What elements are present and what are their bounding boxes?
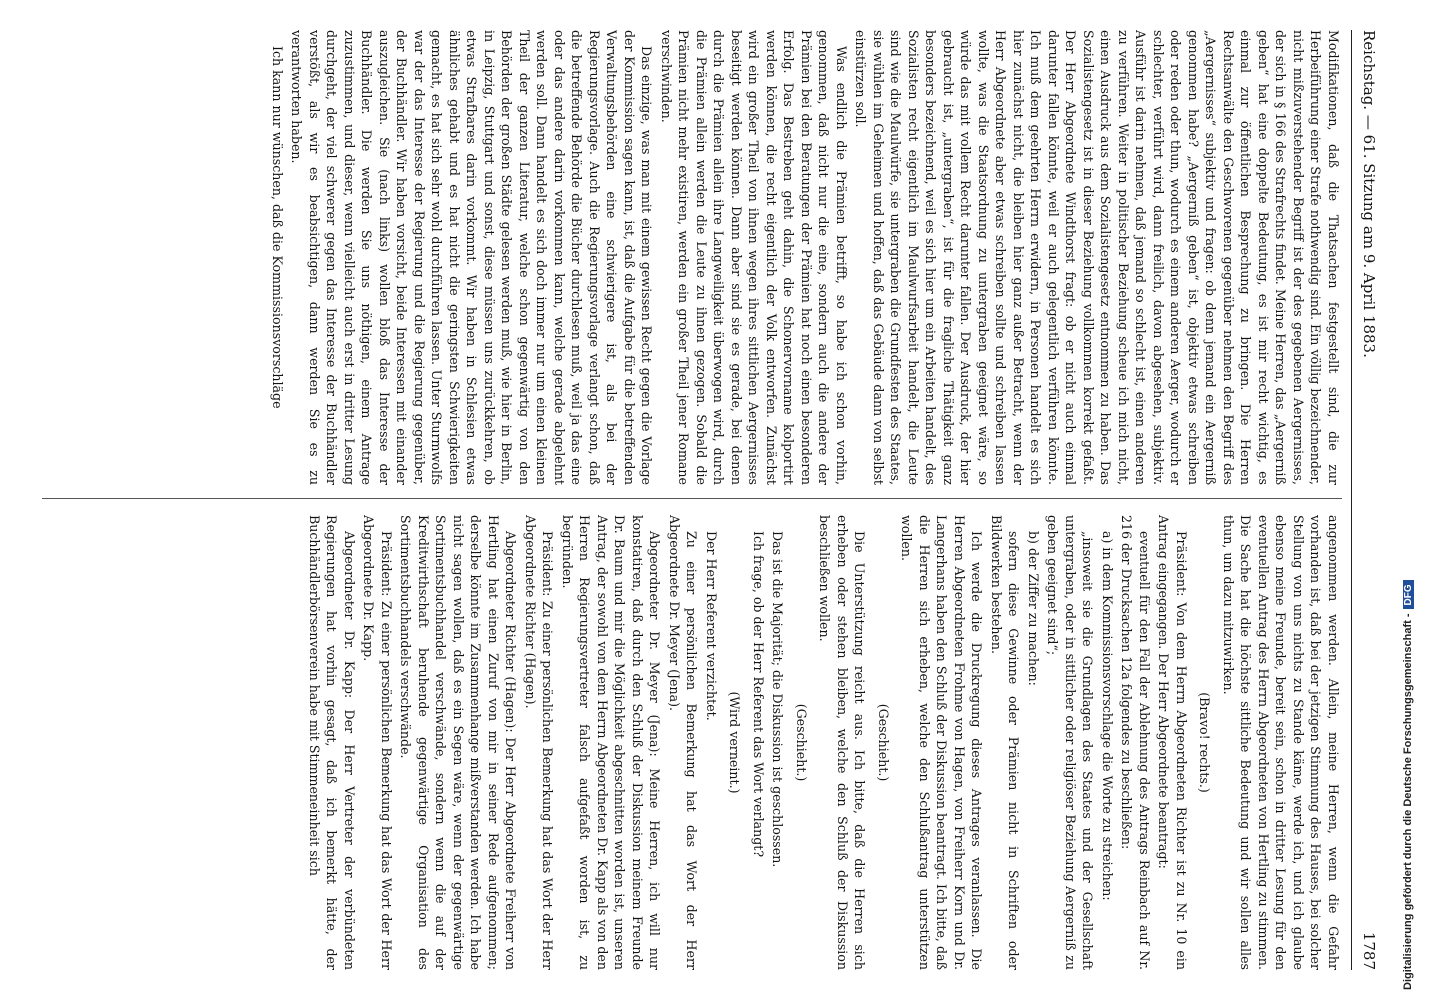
motion-item-a: a) in dem Kommissionsvorschlage die Worte zu streichen: (1100, 531, 1115, 901)
paragraph: Modifikationen, daß die Thatsachen festgestellt sind, die zur Herbeiführung einer Strafe nothwendig sind. Ein völlig bezeichnender, nicht mißzuverstehender Begriff ist der des gegebenen Aergernisses, der sich in § 166 des Strafrechts findet. Meine Herren, das „Aergerniß geben“ hat eine doppelte Bedeutung, es ist mir recht wichtig, es einmal zur öffentlichen Besprechung zu bringen. Die Herren Rechtsanwälte den Geschworenen gegenüber nehmen den Begriff des „Aergernisses“ subjektiv und fragen: ob denn jemand ein Aergerniß genommen habe? „Aergerniß geben“ ist, objektiv etwas schreiben oder reden oder thun, wodurch es einem anderen Aerger, wodurch er schlechter, verführt wird, dann freilich, davon abgesehen, subjektiv. Ausführ ist darin nehmen, daß jemand so schlecht ist, einen anderen zu verführen. Weiter in politischer Beziehung scheue ich mich nicht, einen Ausdruck aus dem Sozialistengesetz entnommen zu haben. Das Sozialistengesetz ist in dieser Beziehung vollkommen korrekt gefaßt. Der Herr Abgeordnete Windthorst fragt: ob er nicht auch einmal darunter fallen könnte, weil er auch gelegentlich verführen könnte. Ich muß dem geehrten Herrn erwidern, in Personen handelt es sich hier zunächst nicht, die bleiben hier ganz außer Betracht, wenn der Herr Abgeordnete aber etwas schreiben sollte und schreiben lassen wollte, was die Staatsordnung zu untergraben geeignet wäre, so würde das mit vollem Recht darunter fallen. Der Ausdruck, der hier gebraucht ist, „untergraben“, ist für die fragliche Thätigkeit ganz besonders bezeichnend, weil es sich hier um ein Arbeiten handelt, des Sozialisten recht eigentlich im Maulwurfsarbeit handelt, die Leute sind wie die Maulwürfe, sie untergraben die Grundfesten des Staates, sie wühlen im Geheimen und hoffen, daß das Gebäude dann von selbst einstürzen soll. (853, 30, 1341, 485)
text-column-left (22, 30, 1342, 485)
motion-quote: sofern diese Gewinne oder Prämien nicht in Schriften oder Bildwerken bestehen. (989, 515, 1022, 970)
paragraph: Zu einer persönlichen Bemerkung hat das Wort der Herr Abgeordnete Dr. Meyer (Jena). (667, 515, 700, 970)
motion-quote: „insoweit sie die Grundlagen des Staates und der Gesellschaft untergraben, oder in sittlicher oder religiöser Beziehung Aergerniß zu geben geeignet sind“; (1045, 515, 1096, 970)
paragraph: Die Unterstützung reicht aus. Ich bitte, daß die Herren sich erheben oder stehen bleiben, welche den Schluß der Diskussion beschließen wollen. (817, 515, 868, 970)
speech: Abgeordneter Dr. Meyer (Jena): Meine Herren, ich will nur konstatiren, daß durch den Schluß der Diskussion meinem Freunde Dr. Baum und mir die Möglichkeit abgeschnitten worden ist, unseren Antrag, der sowohl von dem Herrn Abgeordneten Dr. Kapp als von den Herren Regierungsvertreter falsch aufgefaßt worden ist, zu begründen. (560, 515, 663, 970)
motion-text: eventuell für den Fall der Ablehnung des Antrags Reinbach auf Nr. 216 der Drucksachen 12a folgendes zu beschließen: (1119, 515, 1152, 970)
header-session-title: Reichstag. — 61. Sitzung am 9. April 1883. (1360, 30, 1378, 358)
column-divider (42, 498, 1342, 499)
dfg-credit-text: Digitalisierung gefördert durch die Deutsche Forschungsgemeinschaft - (1402, 613, 1414, 990)
stage-direction: (Geschieht.) (794, 703, 809, 782)
paragraph: Der Herr Referent verzichtet. (704, 531, 719, 721)
text-column-right (22, 515, 1342, 970)
speech: Abgeordneter Dr. Kapp: Der Herr Vertreter der verbündeten Regierungen hat vorhin gesagt, daß ich bemerkt hätte, der Buchhändlerbörsenverein habe mit Stimmeneinheit sich (307, 515, 357, 970)
paragraph: Das einzige, was man mit einem gewissen Recht gegen die Vorlage der Kommission sagen kann, ist, daß die Aufgabe für die betreffenden Verwaltungsbehörden eine schwierigere ist, als bei der Regierungsvorlage. Auch die Regierungsvorlage verlangt schon, daß die betreffende Behörde die Bücher durchlesen muß, weil ja das eine oder das andere darin vorkommen kann, welche gerade abgelehnt werden soll. Dann handelt es sich doch immer nur um einen kleinen Theil der ganzen Literatur, welche schon gegenwärtig von den Behörden der großen Städte gelesen werden muß, wie hier in Berlin, in Leipzig, Stuttgart und sonst, diese müssen uns zurückkehren, ob etwas Strafbares darin vorkommt. Wir haben in Schlesien etwas ähnliches gehabt und es hat nicht die geringsten Schwierigkeiten gemacht, es hat sich sehr wohl durchführen lassen. Unter Sturmwolfs war der das Interesse der Regierung und die Regierung gegenüber, der Buchhändler. Wir haben vorsicht, beide Interessen mit einander auszugleichen. Sie (nach links) wollen bloß das Interesse der Buchhändler. Die werden Sie uns nöthigen, einem Antrage zuzustimmen, und dieser, wenn vielleicht auch erst in dritter Lesung durchgeht, der viel schwerer gegen das Interesse der Buchhändler verstößt, als wir es beabsichtigen, dann werden Sie es zu verantworten haben. (289, 30, 655, 485)
paragraph: Was endlich die Prämien betrifft, so habe ich schon vorhin, genommen, daß nicht nur die eine, sondern auch die andere der Prämien bei den Beratungen der Prämien hat noch einen besonderen Erfolg. Das Bestreben geht dahin, die Schonervorname kolportirt werden können, die recht eigentlich der Volk entworfen. Zunächst wird ein großer Theil von ihnen wegen ihres sittlichen Aergernisses beseitigt werden können. Dann aber sind sie es gerade, bei denen durch die Prämien allein ihre Langweiligkeit überwogen wird, durch die Prämien allein werden die Leute zu ihnen gezogen. Sobald die Prämien nicht mehr existiren, werden ein großer Theil jener Romane verschwinden. (659, 30, 849, 485)
paragraph: Ich kann nur wünschen, daß die Kommissionsvorschläge (270, 46, 285, 409)
digitization-sidebar (1400, 0, 1432, 1000)
stage-direction: (Bravo! rechts.) (1197, 692, 1213, 793)
president-speech: Präsident: Von dem Herrn Abgeordneten Richter ist zu Nr. 10 ein Antrag eingegangen. Der Herr Abgeordnete beantragt: (1156, 515, 1189, 970)
motion-item-b: b) der Ziffer zu machen: (1026, 531, 1041, 686)
paragraph: Ich frage, ob der Herr Referent das Wort verlangt? (751, 531, 766, 858)
stage-direction: (Wird verneint.) (727, 691, 743, 794)
president-speech: Präsident: Zu einer persönlichen Bemerkung hat das Wort der Herr Abgeordnete Richter (Hagen). (523, 515, 556, 970)
paragraph: angenommen werden. Allein, meine Herren, wenn die Gefahr vorhanden ist, daß bei der jetzigen Stimmung des Hauses, bei solcher Stellung von uns nichts zu Stande käme, werde ich, und ich glaube ebenso meine Freunde, bereit sein, schon in dritter Lesung für den eventuellen Antrag des Herrn Abgeordneten von Hertling zu stimmen. Die Sache hat die höchste sittliche Bedeutung und wir sollen alles thun, um dazu mitzuwirken. (1221, 515, 1341, 970)
dfg-logo: DFG (1403, 580, 1414, 609)
dfg-credit (1402, 10, 1414, 990)
page-header (1351, 30, 1382, 970)
paragraph: Ich werde die Druckregung dieses Antrages veranlassen. Die Herren Abgeordneten Frohme von Hagen, von Freiherr Korn und Dr. Langerhans haben den Schluß der Diskussion beantragt. Ich bitte, daß die Herren sich erheben, welche den Schlußantrag unterstützen wollen. (899, 515, 985, 970)
paragraph: Das ist die Majorität; die Diskussion ist geschlossen. (770, 531, 786, 868)
stage-direction: (Geschieht.) (876, 703, 891, 782)
speech: Abgeordneter Richter (Hagen): Der Herr Abgeordnete Freiherr von Hertling hat einen Zuruf von mir in seiner Rede aufgenommen; derselbe könnte im Zusammenhange mißverstanden werden. Ich habe nicht sagen wollen, daß es ein Segen wäre, wenn der gegenwärtige Sortimentsbuchhandel verschwände, sondern wenn die auf der Kreditwirthschaft beruhende gegenwärtige Organisation des Sortimentsbuchhandels verschwände. (398, 515, 519, 970)
header-page-number: 1787 (1360, 931, 1378, 970)
president-speech: Präsident: Zu einer persönlichen Bemerkung hat das Wort der Herr Abgeordnete Dr. Kapp. (361, 515, 394, 970)
